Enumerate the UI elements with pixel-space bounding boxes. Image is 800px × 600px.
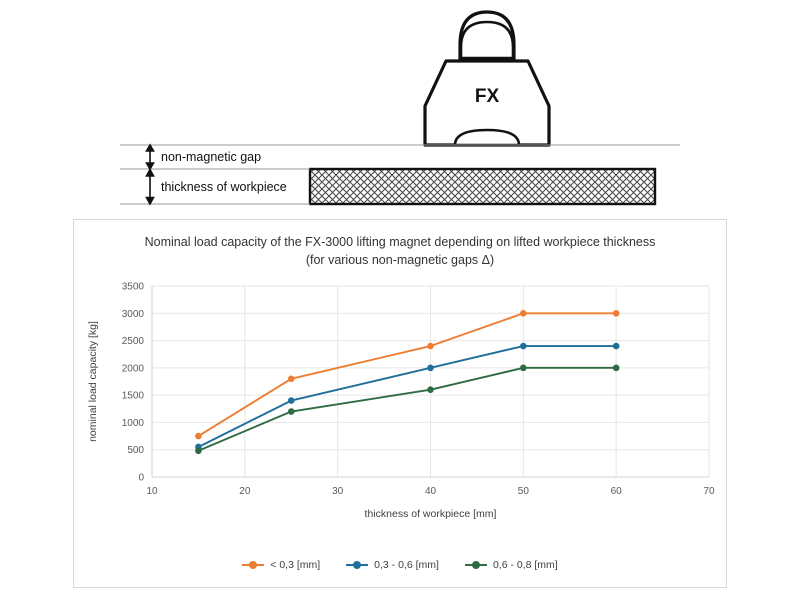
chart-card	[73, 219, 727, 588]
workpiece-thickness-label: thickness of workpiece	[161, 180, 287, 194]
series-point-0-2	[427, 343, 434, 350]
dimension-arrows	[147, 145, 154, 204]
lifting-magnet-shape	[425, 12, 549, 145]
x-tick-label: 30	[332, 486, 344, 497]
series-line-0	[198, 313, 616, 436]
y-tick-label: 1500	[121, 390, 144, 402]
series-point-0-4	[613, 310, 620, 317]
y-tick-label: 3500	[121, 281, 144, 293]
y-tick-label: 2500	[121, 336, 144, 348]
series-point-2-1	[288, 408, 295, 415]
legend-swatch-icon	[242, 564, 264, 566]
series-point-1-3	[520, 343, 527, 350]
plot-area	[74, 272, 728, 534]
x-tick-label: 40	[424, 486, 437, 497]
series-line-2	[198, 368, 616, 451]
chart-legend	[74, 559, 726, 571]
magnet-workpiece-diagram	[0, 0, 800, 216]
series-point-1-4	[613, 343, 620, 350]
chart-title-line-2: (for various non-magnetic gaps Δ)	[305, 253, 495, 268]
y-tick-label: 3000	[121, 308, 144, 320]
series-point-2-0	[195, 448, 202, 455]
x-tick-label: 10	[146, 486, 158, 497]
chart-title-line-1: Nominal load capacity of the FX-3000 lifting magnet depending on lifted workpiece thickness	[144, 235, 656, 249]
series-point-0-1	[288, 375, 295, 382]
legend-label: 0,3 - 0,6 [mm]	[374, 559, 439, 571]
y-tick-label: 0	[138, 472, 144, 484]
series-point-2-4	[613, 365, 620, 372]
legend-item-2[interactable]	[465, 559, 558, 571]
workpiece-shape	[310, 169, 655, 204]
x-tick-label: 20	[239, 486, 251, 497]
series-point-0-0	[195, 433, 202, 440]
series-point-1-1	[288, 397, 295, 404]
legend-label: 0,6 - 0,8 [mm]	[492, 559, 558, 571]
series-point-2-2	[427, 386, 434, 393]
x-tick-label: 60	[610, 486, 622, 497]
magnet-handle-inner-icon	[461, 22, 513, 58]
magnet-pole-arc-icon	[455, 130, 519, 145]
y-axis-title: nominal load capacity [kg]	[87, 321, 99, 442]
series-point-2-3	[520, 365, 527, 372]
x-tick-label: 70	[703, 486, 715, 497]
chart-title	[74, 233, 726, 269]
series-point-0-3	[520, 310, 527, 317]
x-axis-title: thickness of workpiece [mm]	[364, 508, 497, 520]
legend-item-0[interactable]	[242, 559, 320, 571]
legend-item-1[interactable]	[346, 559, 439, 571]
x-tick-label: 50	[517, 486, 529, 497]
legend-swatch-icon	[465, 564, 487, 566]
y-tick-label: 500	[127, 445, 144, 457]
y-tick-label: 2000	[121, 363, 144, 375]
magnet-fx-label: FX	[474, 86, 500, 107]
legend-label: < 0,3 [mm]	[270, 559, 321, 571]
legend-swatch-icon	[346, 564, 368, 566]
series-point-1-2	[427, 365, 434, 372]
y-tick-label: 1000	[121, 417, 144, 429]
non-magnetic-gap-label: non-magnetic gap	[161, 150, 262, 164]
